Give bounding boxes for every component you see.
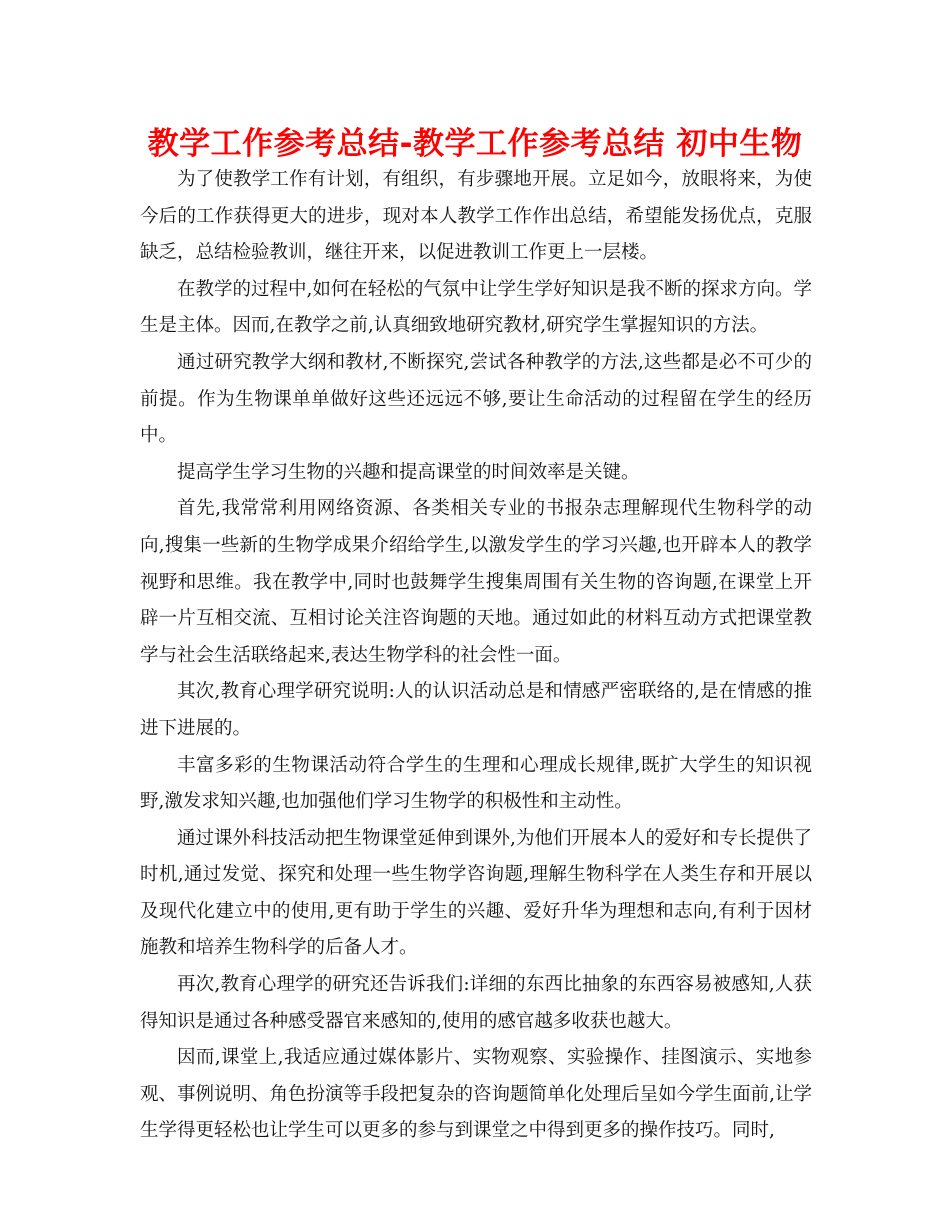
document-body (140, 162, 812, 1150)
paragraph: 丰富多彩的生物课活动符合学生的生理和心理成长规律,既扩大学生的知识视野,激发求知兴趣,也加强他们学习生物学的积极性和主动性。 (140, 754, 812, 813)
paragraph: 通过课外科技活动把生物课堂延伸到课外,为他们开展本人的爱好和专长提供了时机,通过发觉、探究和处理一些生物学咨询题,理解生物科学在人类生存和开展以及现代化建立中的使用,更有助于学生的兴趣、爱好升华为理想和志向,有利于因材施教和培养生物科学的后备人才。 (140, 827, 812, 959)
paragraph: 再次,教育心理学的研究还告诉我们:详细的东西比抽象的东西容易被感知,人获得知识是通过各种感受器官来感知的,使用的感官越多收获也越大。 (140, 974, 812, 1032)
paragraph: 首先,我常常利用网络资源、各类相关专业的书报杂志理解现代生物科学的动向,搜集一些新的生物学成果介绍给学生,以激发学生的学习兴趣,也开辟本人的教学视野和思维。我在教学中,同时也鼓舞学生搜集周围有关生物的咨询题,在课堂上开辟一片互相交流、互相讨论关注咨询题的天地。通过如此的材料互动方式把课堂教学与社会生活联络起来,表达生物学科的社会性一面。 (140, 498, 812, 666)
paragraph: 因而,课堂上,我适应通过媒体影片、实物观察、实验操作、挂图演示、实地参观、事例说明、角色扮演等手段把复杂的咨询题简单化处理后呈如今学生面前,让学生学得更轻松也让学生可以更多的参与到课堂之中得到更多的操作技巧。同时, (140, 1047, 812, 1142)
paragraph: 其次,教育心理学研究说明:人的认识活动总是和情感严密联络的,是在情感的推进下进展的。 (140, 681, 812, 739)
paragraph: 在教学的过程中,如何在轻松的气氛中让学生学好知识是我不断的探求方向。学生是主体。因而,在教学之前,认真细致地研究教材,研究学生掌握知识的方法。 (140, 278, 812, 337)
paragraph: 提高学生学习生物的兴趣和提高课堂的时间效率是关键。 (177, 461, 640, 483)
paragraph: 为了使教学工作有计划，有组织，有步骤地开展。立足如今，放眼将来，为使今后的工作获得更大的进步，现对本人教学工作作出总结，希望能发扬优点，克服缺乏，总结检验教训，继往开来，以促进教训工作更上一层楼。 (140, 169, 812, 264)
paragraph: 通过研究教学大纲和教材,不断探究,尝试各种教学的方法,这些都是必不可少的前提。作为生物课单单做好这些还远远不够,要让生命活动的过程留在学生的经历中。 (140, 351, 812, 447)
document-title: 教学工作参考总结-教学工作参考总结 初中生物 (147, 126, 803, 162)
